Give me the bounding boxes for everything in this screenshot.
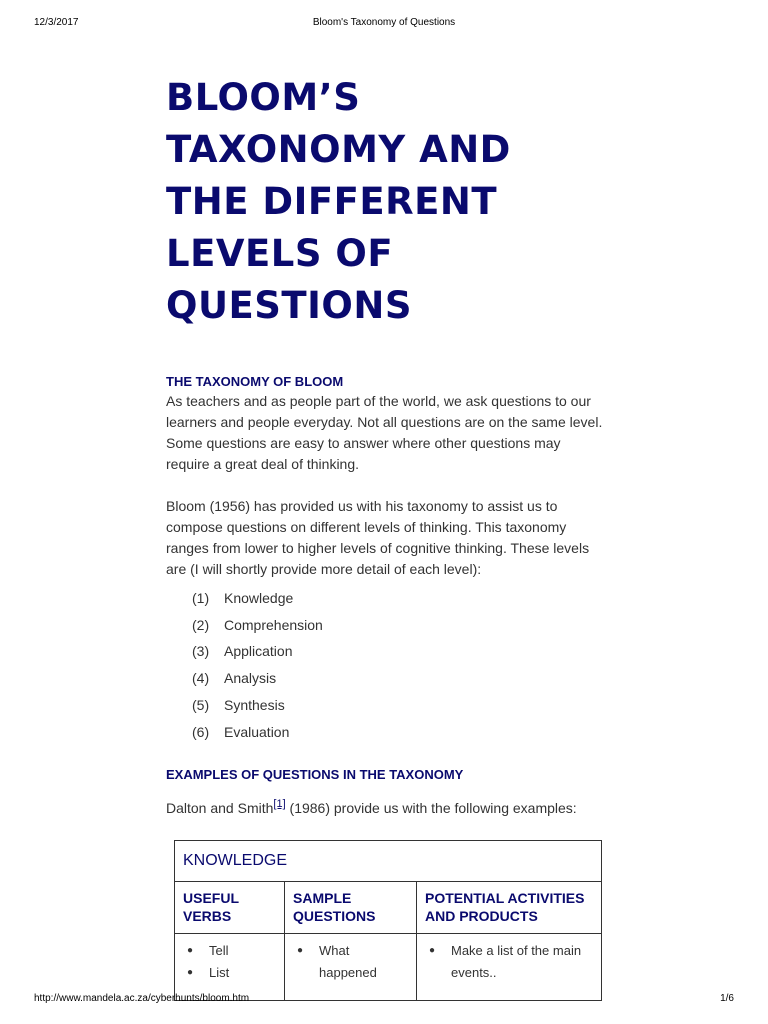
- column-header-questions: SAMPLE QUESTIONS: [285, 882, 417, 934]
- title-line: THE DIFFERENT: [166, 180, 498, 223]
- list-item: ● Make a list of the main events..: [429, 940, 593, 984]
- table-title: KNOWLEDGE: [175, 841, 602, 882]
- footnote-link[interactable]: [1]: [273, 798, 286, 811]
- list-item: (6) Evaluation: [192, 723, 290, 740]
- page-title: [166, 72, 606, 332]
- column-header-verbs: USEFUL VERBS: [175, 882, 285, 934]
- bullet-icon: ●: [429, 945, 436, 956]
- title-line: BLOOM’S: [166, 76, 361, 119]
- title-line: TAXONOMY AND: [166, 128, 511, 171]
- list-item: ● Tell: [187, 940, 276, 962]
- page-number: 1/6: [720, 993, 734, 1004]
- print-header: [0, 17, 768, 31]
- print-page-title: Bloom's Taxonomy of Questions: [312, 17, 456, 28]
- examples-intro: Dalton and Smith[1] (1986) provide us with the following examples:: [166, 798, 577, 817]
- list-item: (3) Application: [192, 643, 293, 660]
- title-line: QUESTIONS: [166, 284, 412, 327]
- print-date: 12/3/2017: [34, 17, 79, 28]
- article-content: [166, 72, 606, 819]
- verbs-cell: [175, 934, 285, 1001]
- bullet-icon: ●: [187, 945, 194, 956]
- print-footer: [0, 993, 768, 1007]
- list-item: (2) Comprehension: [192, 616, 323, 633]
- list-item: (4) Analysis: [192, 670, 277, 687]
- bullet-icon: ●: [187, 967, 194, 978]
- section-heading-taxonomy: THE TAXONOMY OF BLOOM: [166, 374, 344, 389]
- list-item: ● What happened: [297, 940, 408, 984]
- list-item: ● List: [187, 962, 276, 984]
- bloom-paragraph: Bloom (1956) has provided us with his taxonomy to assist us to compose questions on different levels of thinking. This taxonomy ranges from lower to higher levels of cognitive thinking. These levels are (I will shortly provide more detail of each level):: [166, 498, 590, 577]
- list-item: (1) Knowledge: [192, 590, 294, 606]
- print-url: http://www.mandela.ac.za/cyberhunts/bloom.htm: [34, 993, 250, 1004]
- taxonomy-levels-list: [166, 585, 606, 745]
- activities-cell: [417, 934, 602, 1001]
- column-header-activities: POTENTIAL ACTIVITIES AND PRODUCTS: [417, 882, 602, 934]
- title-line: LEVELS OF: [166, 232, 394, 275]
- knowledge-table: [174, 840, 602, 1001]
- section-heading-examples: EXAMPLES OF QUESTIONS IN THE TAXONOMY: [166, 767, 464, 783]
- list-item: (5) Synthesis: [192, 696, 285, 713]
- bullet-icon: ●: [297, 945, 304, 956]
- intro-paragraph: As teachers and as people part of the world, we ask questions to our learners and people everyday. Not all questions are on the same level. Some questions are easy to answer where other questions may require a great deal of thinking.: [166, 393, 603, 472]
- questions-cell: [285, 934, 417, 1001]
